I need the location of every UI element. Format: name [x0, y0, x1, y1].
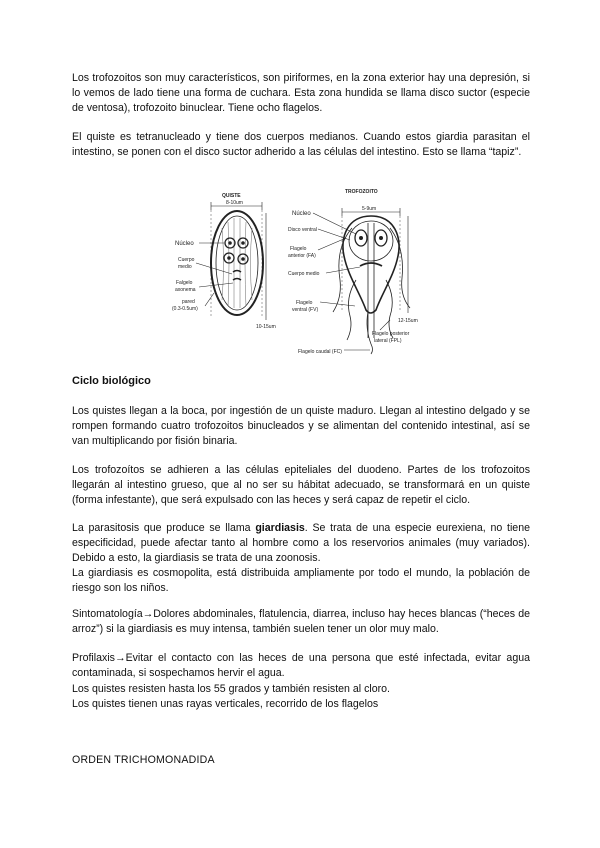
section-heading-ciclo: Ciclo biológico: [72, 375, 151, 387]
term-giardiasis: giardiasis: [255, 522, 305, 534]
cyst-title: QUISTE: [222, 193, 241, 199]
cyst-width-label: 8-10um: [226, 200, 243, 206]
trophozoite-label-cuerpo-medio: Cuerpo medio: [288, 271, 320, 277]
giardia-diagram: [0, 188, 600, 358]
cyst-label-pared-size: (0.3-0.5um): [172, 306, 198, 312]
cyst-label-pared: pared: [182, 299, 195, 305]
paragraph-quiste: El quiste es tetranucleado y tiene dos cuerpos medianos. Cuando estos giardia parasitan el intestino, se ponen con el disco suctor adherido a las células del intestino. Esto se llama “tapiz”.: [72, 131, 530, 159]
paragraph-sintomatologia: Sintomatología→Dolores abdominales, flatulencia, diarrea, incluso hay heces blancas (“heces de arroz”) si la giardiasis es muy intensa, también suelen tener un olor muy malo.: [72, 608, 530, 636]
paragraph-ciclo-1: Los quistes llegan a la boca, por ingestión de un quiste maduro. Llegan al intestino delgado y se rompen formando cuatro trofozoitos binucleados y se alimentan del contenido intestinal, así se van multiplicando por fisión binaria.: [72, 405, 530, 448]
trophozoite-label-disco: Disco ventral: [288, 227, 317, 233]
paragraph-giardiasis: [72, 521, 530, 567]
cyst-length-label: 10-15um: [256, 324, 276, 330]
trophozoite-label-flagelo-anterior-2: anterior (FA): [288, 253, 316, 259]
trophozoite-width-label: 5-9um: [362, 206, 377, 212]
trophozoite-title: TROFOZOITO: [345, 189, 378, 195]
trophozoite-label-nucleo: Núcleo: [292, 211, 311, 217]
paragraph-cosmopolita: La giardiasis es cosmopolita, está distribuida ampliamente por todo el mundo, la población de riesgo son los niños.: [72, 567, 530, 595]
trophozoite-label-flagelo-anterior: Flagelo: [290, 246, 307, 252]
trophozoite-length-label: 12-15um: [398, 318, 418, 324]
paragraph-rayas: Los quistes tienen unas rayas verticales, recorrido de los flagelos: [72, 698, 379, 710]
section-heading-trichomonadida: ORDEN TRICHOMONADIDA: [72, 754, 215, 766]
paragraph-profilaxis: Profilaxis→Evitar el contacto con las heces de una persona que esté infectada, evitar agua contaminada, si sospechamos hervir el agua.: [72, 652, 530, 680]
trophozoite-label-flagelo-posterior-2: lateral (FPL): [374, 338, 402, 344]
trophozoite-median-body: [360, 263, 382, 266]
trophozoite-label-flagelo-caudal: Flagelo caudal (FC): [298, 349, 342, 355]
cyst-label-nucleo: Núcleo: [175, 241, 194, 247]
paragraph-resistencia: Los quistes resisten hasta los 55 grados y también resisten al cloro.: [72, 683, 390, 695]
cyst-label-axonema: axonema: [175, 287, 196, 293]
trophozoite-label-flagelo-ventral: Flagelo: [296, 300, 313, 306]
cyst-label-flagelo: Falgelo: [176, 280, 193, 286]
trophozoite-body: [343, 216, 399, 313]
paragraph-ciclo-2: Los trofozoítos se adhieren a las células epiteliales del duodeno. Partes de los trofozoitos llegarán al intestino grueso, que al no ser su hábitat adecuado, se transformará en un quiste (forma infestante), que será expulsado con las heces y será capaz de repetir el ciclo.: [72, 464, 530, 507]
cyst-label-medio: medio: [178, 264, 192, 270]
paragraph-giardiasis-end: . Se trata de una especie eurexiena, no tiene especificidad, puede afectar tanto al hombre como a los reservorios animales (muy variados). Debido a esto, la giardiasis se trata de una zoonosis.: [72, 522, 530, 565]
cyst-wall-outer: [211, 211, 263, 315]
paragraph-giardiasis-start: La parasitosis que produce se llama: [72, 522, 256, 534]
cyst-label-cuerpo: Cuerpo: [178, 257, 195, 263]
cyst-median-body: [233, 271, 241, 273]
trophozoite-label-flagelo-posterior: Flagelo posterior: [372, 331, 410, 337]
trophozoite-label-flagelo-ventral-2: ventral (FV): [292, 307, 319, 313]
paragraph-trofozoitos: Los trofozoitos son muy característicos, son piriformes, en la zona exterior hay una depresión, si lo vemos de lado tiene una forma de cuchara. Esta zona hundida se llama disco suctor (especie de ventosa), trofozoito binuclear. Tiene ocho flagelos.: [72, 72, 530, 115]
cyst-median-body: [233, 279, 241, 281]
